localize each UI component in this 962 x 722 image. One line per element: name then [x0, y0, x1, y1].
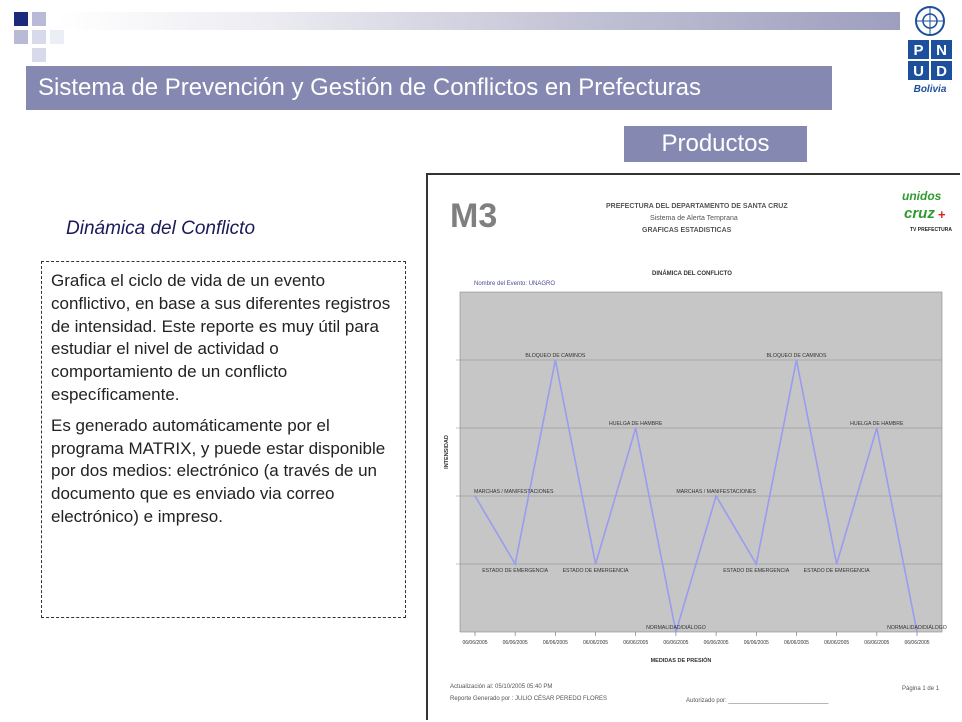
report-page: Página 1 de 1 — [902, 686, 940, 692]
report-heading-1: PREFECTURA DEL DEPARTAMENTO DE SANTA CRUZ — [606, 203, 788, 210]
corner-square — [32, 30, 46, 44]
x-tick-label: 06/06/2005 — [743, 640, 769, 646]
data-point — [514, 563, 516, 565]
data-label: BLOQUEO DE CAMINOS — [525, 353, 586, 359]
description-box — [41, 261, 406, 618]
report-heading-3: GRAFICAS ESTADISTICAS — [642, 227, 732, 234]
data-point — [876, 427, 878, 429]
corner-square — [14, 12, 28, 26]
report-logo-text: cruz — [904, 205, 935, 222]
description-paragraph: Es generado automáticamente por el programa MATRIX, y puede estar disponible por dos medios: electrónico (a través de un documento que es enviado via correo electrónico) e impreso. — [51, 415, 386, 526]
data-point — [595, 563, 597, 565]
report-logo-text: unidos — [902, 189, 942, 203]
x-tick-label: 06/06/2005 — [864, 640, 890, 646]
corner-square — [32, 12, 46, 26]
x-tick-label: 06/06/2005 — [663, 640, 689, 646]
logo-letter: P — [913, 42, 924, 59]
x-axis-label: MEDIDAS DE PRESIÓN — [650, 658, 712, 664]
data-point — [836, 563, 838, 565]
data-label: NORMALIDAD/DIÁLOGO — [646, 625, 706, 631]
corner-square — [14, 30, 28, 44]
data-point — [916, 631, 918, 633]
section-subtitle: Dinámica del Conflicto — [66, 218, 256, 239]
data-label: ESTADO DE EMERGENCIA — [723, 568, 790, 574]
x-tick-label: 06/06/2005 — [542, 640, 568, 646]
data-label: HUELGA DE HAMBRE — [609, 421, 663, 427]
data-label: ESTADO DE EMERGENCIA — [562, 568, 629, 574]
data-label: BLOQUEO DE CAMINOS — [766, 353, 827, 359]
x-tick-label: 06/06/2005 — [904, 640, 930, 646]
data-label: ESTADO DE EMERGENCIA — [482, 568, 549, 574]
corner-square — [50, 30, 64, 44]
data-point — [796, 359, 798, 361]
logo-country: Bolivia — [913, 84, 947, 95]
x-tick-label: 06/06/2005 — [783, 640, 809, 646]
data-point — [555, 359, 557, 361]
y-axis-label: INTENSIDAD — [444, 435, 450, 469]
logo-letter: U — [913, 63, 924, 80]
report-event-name: Nombre del Evento: UNAGRO — [474, 281, 556, 287]
data-label: NORMALIDAD/DIÁLOGO — [887, 625, 947, 631]
data-point — [635, 427, 637, 429]
corner-square — [32, 48, 46, 62]
data-label: ESTADO DE EMERGENCIA — [803, 568, 870, 574]
report-heading-2: Sistema de Alerta Temprana — [650, 215, 738, 222]
data-label: HUELGA DE HAMBRE — [850, 421, 904, 427]
plot-area — [460, 292, 942, 632]
x-tick-label: 06/06/2005 — [583, 640, 609, 646]
header-gradient-bar — [58, 12, 900, 30]
x-tick-label: 06/06/2005 — [623, 640, 649, 646]
logo-letter: D — [936, 63, 947, 80]
report-preview — [426, 173, 960, 720]
svg-text:M3: M3 — [450, 197, 498, 235]
logo-letter: N — [936, 42, 947, 59]
productos-button[interactable]: Productos — [624, 126, 807, 162]
data-label: MARCHAS / MANIFESTACIONES — [474, 489, 554, 495]
x-tick-label: 06/06/2005 — [824, 640, 850, 646]
report-authorized: Autorizado por: ______________________________ — [686, 698, 829, 704]
x-tick-label: 06/06/2005 — [703, 640, 729, 646]
data-point — [755, 563, 757, 565]
chart-canvas — [428, 175, 962, 722]
report-generated: Reporte Generado por : JULIO CÉSAR PEREDO FLORES — [450, 696, 608, 702]
report-logo-plus: + — [938, 207, 946, 222]
report-chart-heading: DINÁMICA DEL CONFLICTO — [652, 271, 732, 277]
data-label: MARCHAS / MANIFESTACIONES — [676, 489, 756, 495]
report-logo-caption: TV PREFECTURA — [910, 227, 952, 233]
data-point — [715, 495, 717, 497]
x-tick-label: 06/06/2005 — [462, 640, 488, 646]
data-point — [675, 631, 677, 633]
undp-logo — [904, 4, 956, 96]
page-title: Sistema de Prevención y Gestión de Conflictos en Prefecturas — [26, 66, 832, 110]
description-paragraph: Grafica el ciclo de vida de un evento conflictivo, en base a sus diferentes registros de intensidad. Este reporte es muy útil para estudiar el nivel de actividad o comportamiento de un conflicto específicamente. — [51, 271, 391, 404]
x-tick-label: 06/06/2005 — [502, 640, 528, 646]
data-point — [474, 495, 476, 497]
report-update: Actualización al: 05/10/2005 05:40 PM — [450, 684, 553, 690]
